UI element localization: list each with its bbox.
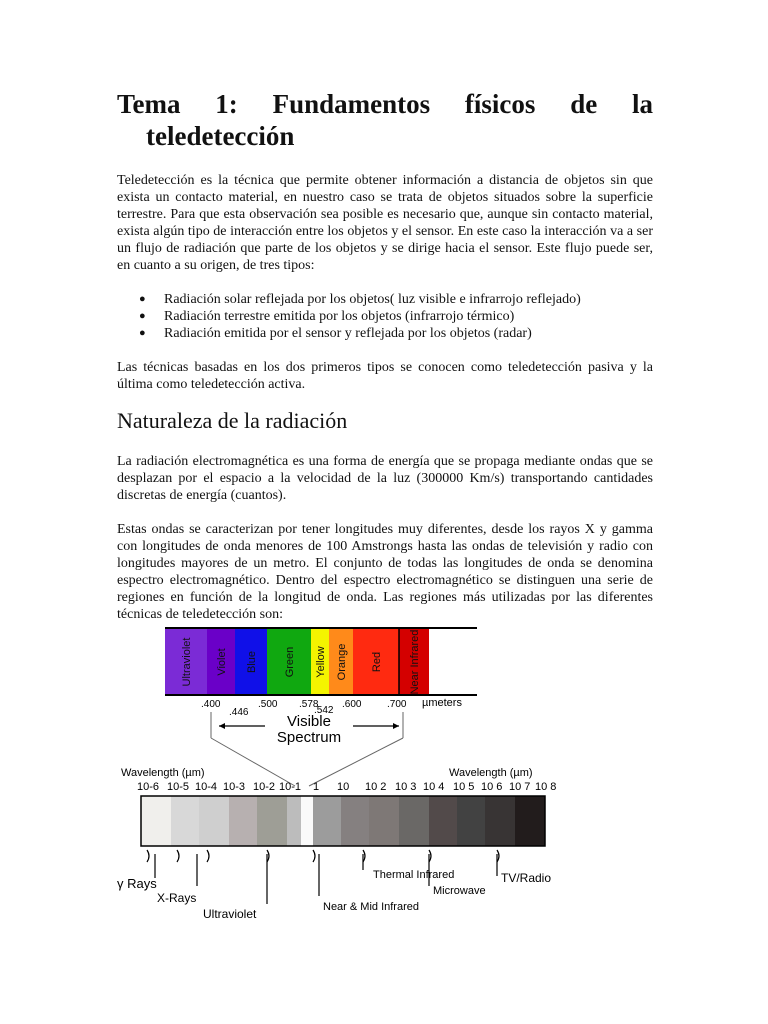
thermal-infrared-label: Thermal Infrared — [373, 869, 455, 881]
electromagnetic-spectrum-figure — [117, 624, 567, 924]
list-item-text: Radiación terrestre emitida por los objetos (infrarrojo térmico) — [164, 309, 515, 324]
tick-label: .542 — [314, 705, 334, 716]
gray-band — [171, 796, 199, 846]
ultraviolet-label: Ultraviolet — [203, 907, 257, 921]
document-page — [117, 88, 653, 623]
gamma-rays-label: γ Rays — [117, 876, 157, 891]
radiation-paragraph: La radiación electromagnética es una forma de energía que se propaga mediante ondas que se desplazan por el espacio a la velocidad de la luz (300000 Km/s) transportando cantidades discretas de energía (cuantos). — [117, 454, 653, 503]
gray-band — [141, 796, 171, 846]
gray-band — [257, 796, 287, 846]
gray-band — [369, 796, 399, 846]
tick-label: .578 — [299, 699, 319, 710]
gray-band — [301, 796, 313, 846]
near-mid-infrared-label: Near & Mid Infrared — [323, 901, 419, 913]
visible-label: Visible — [287, 713, 331, 730]
bullet-icon: ● — [139, 327, 146, 339]
document-title — [117, 88, 653, 152]
spectrum-label: Spectrum — [276, 729, 342, 746]
band-label: Yellow — [315, 646, 327, 678]
band-label: Orange — [336, 643, 348, 681]
tick-label: 10 4 — [423, 781, 445, 793]
x-rays-label: X-Rays — [157, 891, 197, 905]
tick-label: .700 — [387, 699, 407, 710]
gray-band — [229, 796, 257, 846]
tick-label: 1 — [313, 781, 320, 793]
band-label: Violet — [216, 648, 228, 676]
gray-band — [515, 796, 545, 846]
intro-paragraph: Teledetección es la técnica que permite obtener información a distancia de objetos sin que exista un contacto material, en nuestro caso se trata de objetos situados sobre la superficie terrestre. Para que esta observación sea posible es necesario que, aunque sin contacto material, exista algún tipo de interacción entre los objetos y el sensor. En este caso la interacción va a ser un flujo de radiación que parte de los objetos y se dirige hacia el sensor. Este flujo puede ser, en cuanto a su origen, de tres tipos: — [117, 173, 653, 273]
list-item — [117, 308, 653, 325]
band-label: Green — [284, 646, 296, 678]
tick-label: 10-3 — [223, 781, 246, 793]
microwave-label: Microwave — [433, 885, 486, 897]
gray-band — [313, 796, 341, 846]
passive-active-paragraph: Las técnicas basadas en los dos primeros tipos se conocen como teledetección pasiva y la última como teledetección activa. — [117, 360, 653, 392]
radiation-types-list — [117, 291, 653, 342]
band-label: Ultraviolet — [181, 637, 193, 687]
tick-label: 10-1 — [279, 781, 302, 793]
gray-band — [399, 796, 429, 846]
list-item-text: Radiación emitida por el sensor y reflejada por los objetos (radar) — [164, 326, 532, 341]
tick-label: 10-6 — [137, 781, 160, 793]
tick-label: 10-5 — [167, 781, 190, 793]
tick-label: 10 6 — [481, 781, 503, 793]
spectrum-diagram — [117, 624, 567, 924]
band-label: Red — [371, 651, 383, 673]
list-item — [117, 291, 653, 308]
gray-band — [485, 796, 515, 846]
band-label: Near Infrared — [409, 629, 421, 695]
tick-label: .600 — [342, 699, 362, 710]
tick-label: 10 — [337, 781, 350, 793]
title-line-1: Tema 1: Fundamentos físicos de la — [117, 89, 653, 119]
title-line-2: teledetección — [146, 121, 295, 151]
gray-band — [287, 796, 301, 846]
tick-label: 10 5 — [453, 781, 475, 793]
gray-band — [199, 796, 229, 846]
tick-label: 10 8 — [535, 781, 557, 793]
tick-label: .446 — [229, 707, 249, 718]
tick-label: 10-4 — [195, 781, 218, 793]
list-item-text: Radiación solar reflejada por los objetos( luz visible e infrarrojo reflejado) — [164, 292, 581, 307]
tick-label: 10-2 — [253, 781, 276, 793]
tick-label: 10 3 — [395, 781, 417, 793]
gray-band — [429, 796, 457, 846]
bullet-icon: ● — [139, 293, 146, 305]
tick-label: .400 — [201, 699, 221, 710]
waves-paragraph: Estas ondas se caracterizan por tener longitudes muy diferentes, desde los rayos X y gamma con longitudes de onda menores de 100 Amstrongs hasta las ondas de televisión y radio con longitudes mayores de un metro. El conjunto de todas las longitudes de onda se denomina espectro electromagnético. Dentro del espectro electromagnético se distinguen una serie de regiones en función de la longitud de onda. Las regiones más utilizadas por las diferentes técnicas de teledetección son: — [117, 522, 653, 622]
grayscale-bands — [141, 796, 545, 846]
section-heading: Naturaleza de la radiación — [117, 408, 348, 433]
gray-band — [457, 796, 485, 846]
band-label: Blue — [246, 650, 258, 674]
gray-band — [341, 796, 369, 846]
wavelength-label-left: Wavelength (µm) — [121, 767, 205, 779]
tick-label: 10 2 — [365, 781, 387, 793]
micrometers-label: µmeters — [422, 697, 462, 709]
tick-label: .500 — [258, 699, 278, 710]
wavelength-label-right: Wavelength (µm) — [449, 767, 533, 779]
bullet-icon: ● — [139, 310, 146, 322]
tv-radio-label: TV/Radio — [501, 871, 552, 885]
list-item — [117, 325, 653, 342]
visible-bands — [165, 629, 429, 694]
tick-label: 10 7 — [509, 781, 531, 793]
